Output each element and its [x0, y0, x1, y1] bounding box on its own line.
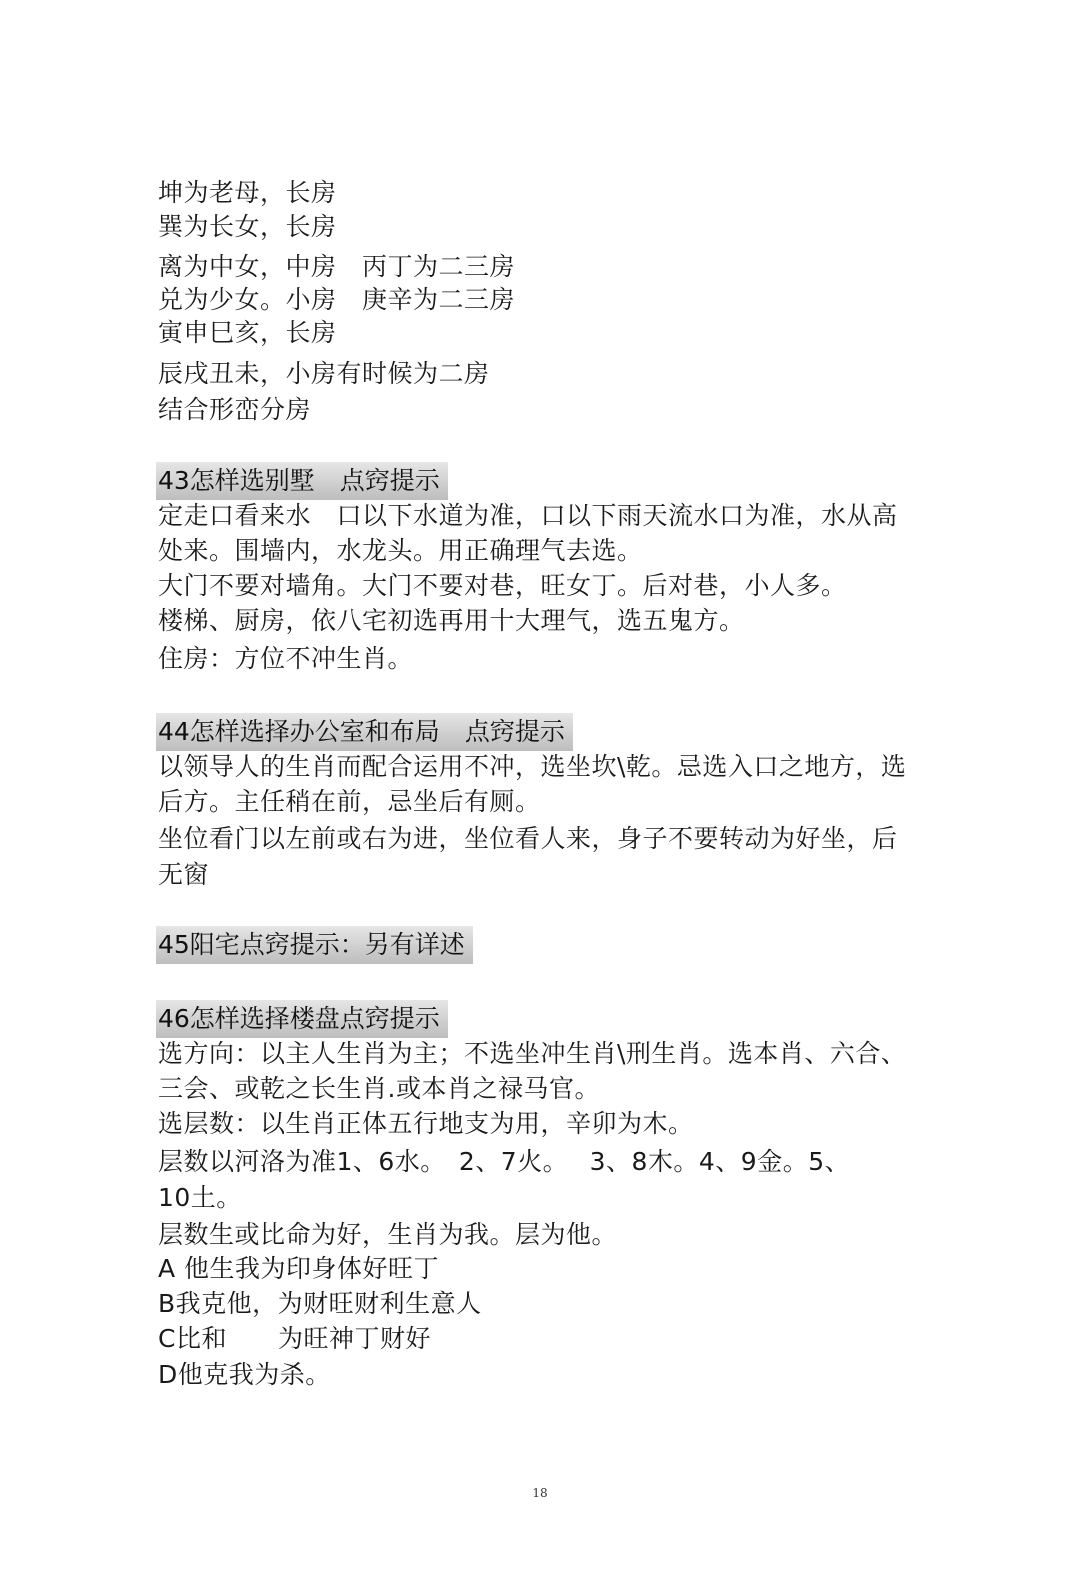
intro-line-6: 辰戌丑未，小房有时候为二房 [158, 359, 490, 388]
section-43-line-3: 大门不要对墙角。大门不要对巷，旺女丁。后对巷，小人多。 [158, 571, 847, 600]
section-46-line-1: 选方向：以主人生肖为主；不选坐冲生肖\刑生肖。选本肖、六合、 [158, 1039, 907, 1068]
section-46-line-8: B我克他，为财旺财利生意人 [158, 1289, 482, 1318]
intro-line-2: 巽为长女，长房 [158, 212, 337, 241]
section-46-line-6: 层数生或比命为好，生肖为我。层为他。 [158, 1220, 618, 1249]
section-46-line-5: 10土。 [158, 1183, 242, 1212]
intro-line-4: 兑为少女。小房 庚辛为二三房 [158, 285, 516, 314]
section-43-line-1: 定走口看来水 口以下水道为准，口以下雨天流水口为准，水从高 [158, 501, 898, 530]
intro-line-7: 结合形峦分房 [158, 395, 312, 424]
section-44-line-1: 以领导人的生肖而配合运用不冲，选坐坎\乾。忌选入口之地方，选 [158, 752, 907, 781]
intro-line-5: 寅申巳亥，长房 [158, 318, 337, 347]
intro-line-3: 离为中女，中房 丙丁为二三房 [158, 252, 516, 281]
section-43-heading: 43怎样选别墅 点窍提示 [156, 462, 448, 500]
section-43-line-5: 住房：方位不冲生肖。 [158, 644, 414, 673]
section-46-line-10: D他克我为杀。 [158, 1360, 331, 1389]
page-number: 18 [532, 1486, 548, 1500]
section-43-line-4: 楼梯、厨房，依八宅初选再用十大理气，选五鬼方。 [158, 606, 745, 635]
section-46-heading: 46怎样选择楼盘点窍提示 [156, 1000, 448, 1038]
section-44-heading: 44怎样选择办公室和布局 点窍提示 [156, 713, 573, 751]
section-46-line-2: 三会、或乾之长生肖.或本肖之禄马官。 [158, 1074, 600, 1103]
section-43-line-2: 处来。围墙内，水龙头。用正确理气去选。 [158, 536, 643, 565]
section-45-heading: 45阳宅点窍提示：另有详述 [156, 926, 473, 964]
section-44-line-3: 坐位看门以左前或右为进，坐位看人来，身子不要转动为好坐，后 [158, 824, 898, 853]
section-44-line-4: 无窗 [158, 860, 210, 889]
section-46-line-7: A 他生我为印身体好旺丁 [158, 1254, 440, 1283]
intro-line-1: 坤为老母，长房 [158, 178, 337, 207]
section-44-line-2: 后方。主任稍在前，忌坐后有厕。 [158, 787, 541, 816]
section-46-line-3: 选层数：以生肖正体五行地支为用，辛卯为木。 [158, 1109, 694, 1138]
section-46-line-4: 层数以河洛为准1、6水。 2、7火。 3、8木。4、9金。5、 [158, 1147, 851, 1176]
section-46-line-9: C比和 为旺神丁财好 [158, 1324, 431, 1353]
